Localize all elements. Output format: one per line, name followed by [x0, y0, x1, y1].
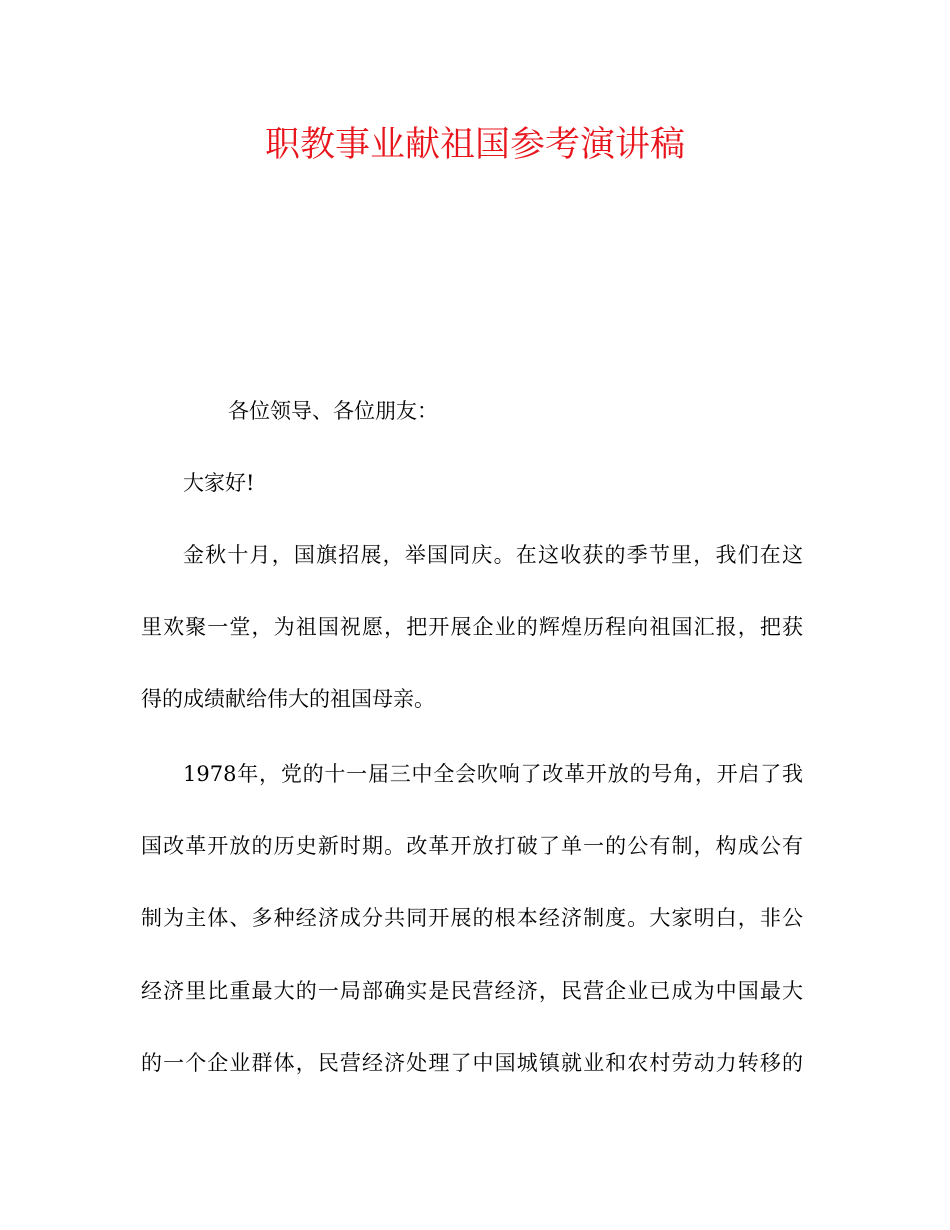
- paragraph-1-line-3: 得的成绩献给伟大的祖国母亲。: [141, 687, 435, 711]
- greeting-line: 各位领导、各位朋友：: [228, 399, 438, 423]
- paragraph-1-line-1: 金秋十月，国旗招展，举国同庆。在这收获的季节里，我们在这: [183, 543, 803, 567]
- hello-line: 大家好!: [183, 471, 255, 495]
- paragraph-1-line-2: 里欢聚一堂，为祖国祝愿，把开展企业的辉煌历程向祖国汇报，把获: [141, 615, 803, 639]
- paragraph-2-line-1: 1978年，党的十一届三中全会吹响了改革开放的号角，开启了我: [183, 762, 803, 786]
- paragraph-2-line-5: 的一个企业群体，民营经济处理了中国城镇就业和农村劳动力转移的: [141, 1051, 803, 1075]
- paragraph-2-line-3: 制为主体、多种经济成分共同开展的根本经济制度。大家明白，非公: [141, 906, 803, 930]
- paragraph-2-line-4: 经济里比重最大的一局部确实是民营经济，民营企业已成为中国最大: [141, 979, 803, 1003]
- document-title: 职教事业献祖国参考演讲稿: [264, 125, 685, 165]
- paragraph-2-line-2: 国改革开放的历史新时期。改革开放打破了单一的公有制，构成公有: [141, 834, 803, 858]
